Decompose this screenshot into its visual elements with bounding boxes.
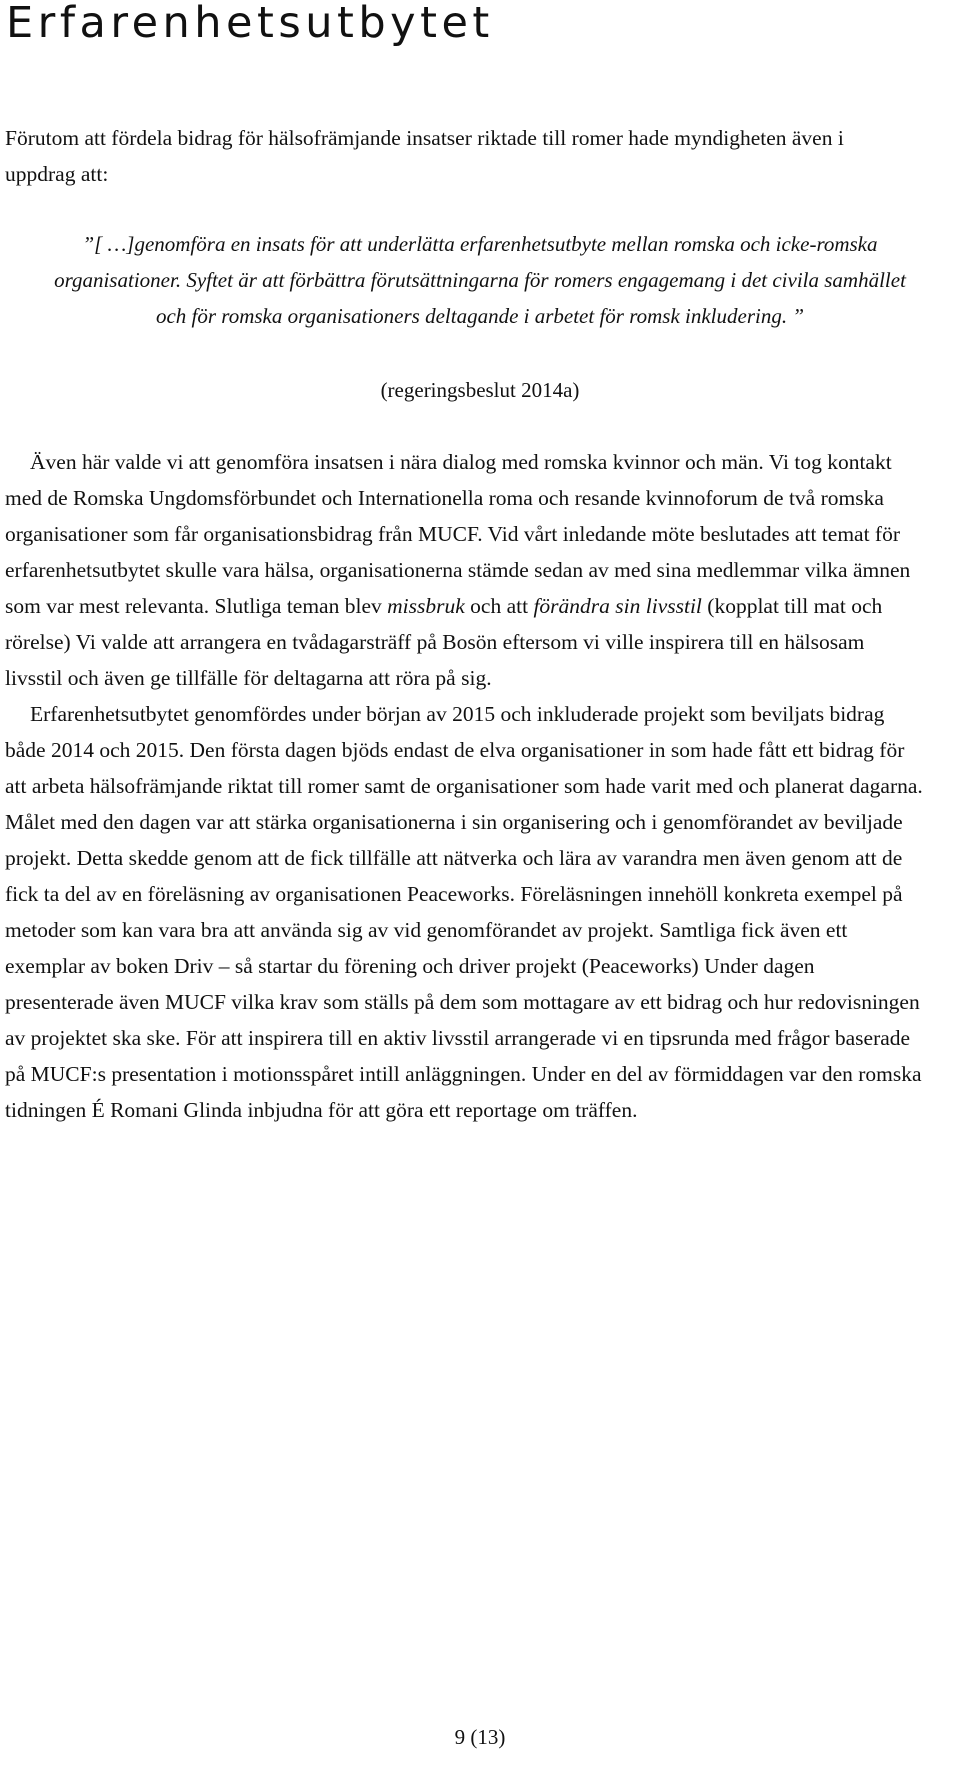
page-title: Erfarenhetsutbytet <box>6 0 494 48</box>
intro-paragraph: Förutom att fördela bidrag för hälsofrämjande insatser riktade till romer hade myndigheten även i uppdrag att: <box>5 126 844 186</box>
paragraph-2: Erfarenhetsutbytet genomfördes under början av 2015 och inkluderade projekt som beviljats bidrag både 2014 och 2015. Den första dagen bjöds endast de elva organisationer in som hade fått ett bidrag för att arbeta hälsofrämjande riktat till romer samt de organisationer som hade varit med och planerat dagarna. Målet med den dagen var att stärka organisationerna i sin organisering och i genomförandet av beviljade projekt. Detta skedde genom att de fick tillfälle att nätverka och lära av varandra men även genom att de fick ta del av en föreläsning av organisationen Peaceworks. Föreläsningen innehöll konkreta exempel på metoder som kan vara bra att använda sig av vid genomförandet av projekt. Samtliga fick även ett exemplar av boken Driv – så startar du förening och driver projekt (Peaceworks) Under dagen presenterade även MUCF vilka krav som ställs på dem som mottagare av ett bidrag och hur redovisningen av projektet ska ske. För att inspirera till en aktiv livsstil arrangerade vi en tipsrunda med frågor baserade på MUCF:s presentation i motionsspåret intill anläggningen. Under en del av förmiddagen var den romska tidningen É Romani Glinda inbjudna för att göra ett reportage om träffen. <box>5 702 923 1122</box>
paragraph-1-part-3: (kopplat till mat och rörelse) Vi valde att arrangera en tvådagarsträff på Bosön eftersom vi ville inspirera till en hälsosam livsstil och även ge tillfälle för deltagarna att röra på sig. <box>5 594 883 690</box>
quote-source: (regeringsbeslut 2014a) <box>380 378 580 402</box>
paragraph-1 <box>5 444 925 696</box>
page-number: 9 (13) <box>454 1725 506 1749</box>
block-quote: ”[ …]genomföra en insats för att underlätta erfarenhetsutbyte mellan romska och icke-romska organisationer. Syftet är att förbättra förutsättningarna för romers engagemang i det civila samhället och för romska organisationers deltagande i arbetet för romsk inkludering. ” <box>54 232 906 328</box>
emphasis-livsstil: förändra sin livsstil <box>533 594 702 618</box>
body-text <box>5 444 925 1128</box>
paragraph-1-part-2: och att <box>464 594 534 618</box>
emphasis-missbruk: missbruk <box>387 594 465 618</box>
paragraph-1-part-1: Även här valde vi att genomföra insatsen i nära dialog med romska kvinnor och män. Vi tog kontakt med de Romska Ungdomsförbundet och Internationella roma och resande kvinnoforum de två romska organisationer som får organisationsbidrag från MUCF. Vid vårt inledande möte beslutades att temat för erfarenhetsutbytet skulle vara hälsa, organisationerna stämde sedan av med sina medlemmar vilka ämnen som var mest relevanta. Slutliga teman blev <box>5 450 911 618</box>
